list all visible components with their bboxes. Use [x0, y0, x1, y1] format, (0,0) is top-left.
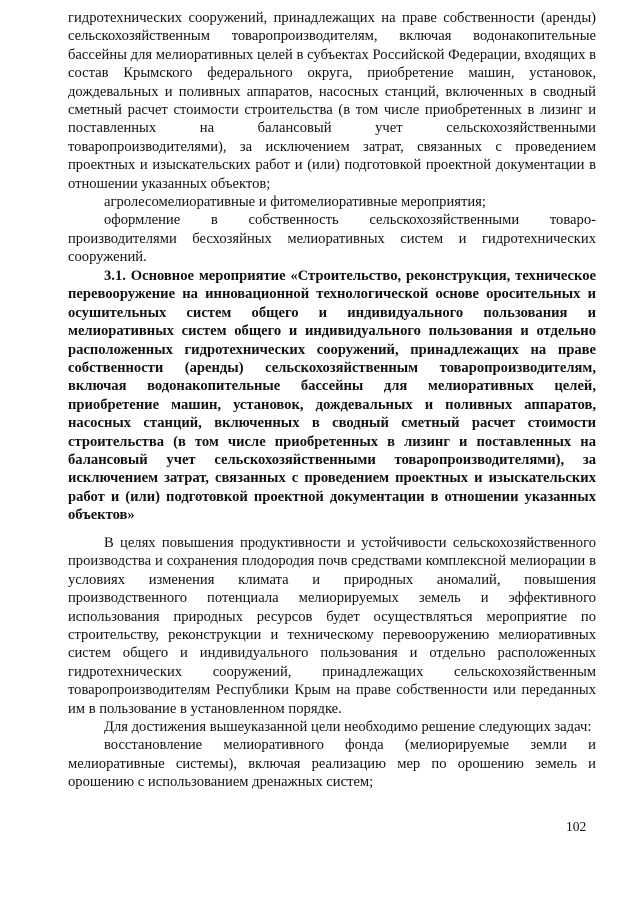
body-paragraph: В целях повышения продуктивности и устойчивости сельскохозяйственного производства и сохранения плодородия почв средствами комплексной мелиорации в условиях изменения климата и природных аномалий, повышения производственного потенциала мелиорируемых земель и эффективного использования природных ресурсов будет осуществляться мероприятие по строительству, реконструкции и техническому перевооружению мелиоративных систем общего и индивидуального пользования и отдельно расположенных гидротехнических сооружений, принадлежащих сельскохозяйственным товаропроизводителям Республики Крым на праве собственности или переданных им в пользование в установленном порядке.	[68, 535, 596, 717]
list-item: оформление в собственность сельскохозяйственными товаро-производителями бесхозяйных мелиоративных систем и гидротехнических сооружений.	[68, 212, 596, 266]
continuation-paragraph: гидротехнических сооружений, принадлежащих на праве собственности (аренды) сельскохозяйственным товаропроизводителям, включая водонакопительные бассейны для мелиоративных целей в субъектах Российской Федерации, входящих в состав Крымского федерального округа, приобретение машин, установок, дождевальных и поливных аппаратов, насосных станций, включенных в сводный сметный расчет стоимости строительства (в том числе приобретенных в лизинг и поставленных на балансовый учет сельскохозяйственными товаропроизводителями), за исключением затрат, связанных с проведением проектных и изыскательских работ и (или) подготовкой проектной документации в отношении указанных объектов;	[68, 10, 596, 192]
body-paragraph: восстановление мелиоративного фонда (мелиорируемые земли и мелиоративные системы), включая реализацию мер по орошению земель и орошению с использованием дренажных систем;	[68, 737, 596, 791]
section-heading: 3.1. Основное мероприятие «Строительство, реконструкция, техническое перевооружение на инновационной технологической основе оросительных и осушительных систем общего и индивидуального пользования и мелиоративных систем общего и индивидуального пользования и отдельно расположенных гидротехнических сооружений, принадлежащих на праве собственности (аренды) сельскохозяйственным товаропроизводителям, включая водонакопительные бассейны для мелиоративных целей, приобретение машин, установок, дождевальных и поливных аппаратов, насосных станций, включенных в сводный сметный расчет стоимости строительства (в том числе приобретенных в лизинг и поставленных на балансовый учет сельскохозяйственными товаропроизводителями), за исключением затрат, связанных с проведением проектных и изыскательских работ и (или) подготовкой проектной документации в отношении указанных объектов»	[68, 268, 596, 524]
top-text-block	[68, 9, 596, 267]
section-heading-block	[68, 267, 596, 525]
page-number: 102	[566, 819, 587, 834]
list-item: агролесомелиоративные и фитомелиоративные мероприятия;	[104, 194, 486, 211]
body-paragraph: Для достижения вышеуказанной цели необходимо решение следующих задач:	[104, 719, 592, 736]
body-text-block	[68, 534, 596, 792]
